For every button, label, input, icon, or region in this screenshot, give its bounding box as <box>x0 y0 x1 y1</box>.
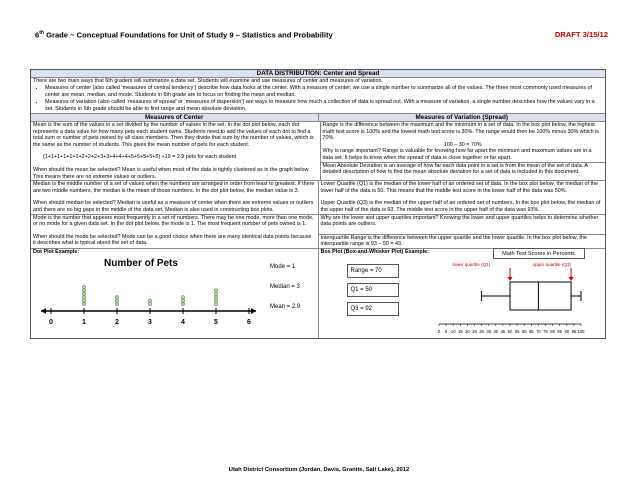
dotplot-dot <box>214 295 217 298</box>
upper-quartile-label: upper quartile (Q3) <box>532 261 572 267</box>
content-table <box>30 69 606 339</box>
q3-result: Q3 = 92 <box>347 302 399 316</box>
dotplot-tick-label: 2 <box>115 318 119 326</box>
boxplot-tick-label: 45 <box>500 328 505 334</box>
median-text: Median is the middle number of a set of values when the numbers are arranged in order from least to greatest. If there are two middle numbers, the median is the mean of those numbers. In the dot plot below, the median value is 3. <box>33 181 315 194</box>
boxplot-tick-label: 40 <box>492 328 498 334</box>
why-quartiles-text: Why are the lower and upper quartiles important? Knowing the lower and upper quartiles helps to determine whether data points are outliers. <box>320 214 599 228</box>
dotplot-dot <box>115 302 118 305</box>
axis-arrow-left <box>41 308 46 314</box>
grade-number: 6 <box>35 30 40 40</box>
dotplot-dot <box>82 288 85 291</box>
range-calc: 100 – 30 = 70% <box>443 141 482 148</box>
boxplot-tick-label: 90 <box>563 328 569 334</box>
boxplot-tick-label: 5 <box>444 328 447 334</box>
mean-cell <box>31 122 321 180</box>
boxplot-tick-label: 70 <box>535 328 541 334</box>
interquartile-box <box>510 282 571 310</box>
footer: Utah District Consortium (Jordan, Davis, Granite, Salt Lake), 2012 <box>228 467 410 473</box>
dotplot-label: Dot Plot Example: <box>33 248 80 255</box>
dotplot-dot <box>82 299 85 302</box>
q1-arrow-head <box>507 277 512 281</box>
boxplot-tick-label: 0 <box>437 328 440 334</box>
intro-bullet-variation: • Measures of variation (also called ‘measures of spread’ or ‘measures of dispersion’) are ways to measure how much a collection of data is spread out. With a measure of variation, a single number describes how the values vary in a set. Students in 6th grade should be able to find range and mean absolute deviation. <box>45 99 603 113</box>
dotplot-title: Number of Pets <box>104 257 178 269</box>
mean-when: When should the mean be selected? Mean is useful when most of the data is tightly clustered as in the graph below. This means there are no extreme values or outliers. <box>33 166 310 180</box>
range-text: Range is the difference between the maximum and the minimum in a set of data. In the box plot below, the highest math test score is 100% and the lowest math test score is 30%. The range would then be 100% minus 30% which is 70%. <box>322 122 599 142</box>
mean-text: Mean is the sum of the values in a set divided by the number of values in the set. In the dot plot below, each dot represents a data value for how many pets each student owns. Students need to add the values of each dot to find a total sum or number of pets owned by all class members. Then they divide that sum by the number of values, which is the same as the number of students. This gives the mean number of pets for each student. <box>33 122 314 148</box>
q3-arrow-head <box>568 277 573 281</box>
boxplot-tick-label: 100 <box>577 328 584 334</box>
median-when: When should median be selected? Median is useful as a measure of center when there are extreme values or outliers and there are no big gaps in the middle of the data set. Median is also used in constructing box plots. <box>33 200 314 213</box>
dotplot-dot <box>181 299 184 302</box>
dotplot-dot <box>214 299 217 302</box>
dotplot-dot <box>214 302 217 305</box>
boxplot-tick-label: 85 <box>556 328 562 334</box>
boxplot-tick-label: 60 <box>521 328 527 334</box>
dotplot-tick-label: 3 <box>148 318 152 326</box>
dotplot-dot <box>82 285 85 288</box>
lower-quartile-label: lower quartile (Q1) <box>452 261 491 267</box>
dotplot-dot <box>214 292 217 295</box>
axis-arrow-right <box>251 308 256 314</box>
dotplot-tick-label: 4 <box>181 318 185 326</box>
dotplot-tick-label: 1 <box>82 318 86 326</box>
boxplot-tick-label: 10 <box>450 328 456 334</box>
dotplot-dot <box>181 295 184 298</box>
dotplot-dot <box>82 302 85 305</box>
row-examples <box>31 248 605 338</box>
boxplot-tick-label: 80 <box>549 328 555 334</box>
dotplot-dot <box>214 288 217 291</box>
boxplot-tick-label: 75 <box>542 328 548 334</box>
mad-text: Mean Absolute Deviation is an average of how far each data point in a set is from the mean of the set of data. A detailed description of how to find the mean absolute deviation for a set of data is included in this document. <box>321 162 606 176</box>
draft-date: DRAFT 3/15/12 <box>554 30 608 39</box>
dotplot-dot <box>82 292 85 295</box>
intro-text: There are two main ways that 6th graders will summarize a data set. Students will examine and use measures of center and measures of variation. <box>33 78 383 84</box>
boxplot-tick-label: 25 <box>471 328 477 334</box>
dotplot-dot <box>115 299 118 302</box>
dotplot-dot <box>115 295 118 298</box>
q1-result: Q1 = 50 <box>347 283 399 297</box>
boxplot-tick-label: 95 <box>571 328 576 334</box>
range-result: Range = 70 <box>347 264 399 278</box>
row-median-quartiles <box>31 180 605 213</box>
dotplot-tick-label: 5 <box>214 318 218 326</box>
boxplot-tick-label: 65 <box>528 328 534 334</box>
quartile-cell <box>319 181 606 213</box>
boxplot-tick-label: 50 <box>507 328 512 334</box>
mean-formula: (1+1+1+1+1+1+2+2+2+3+3+4+4+4+5+5+5+5+5) ÷19 = 2.9 pets for each student <box>43 154 237 161</box>
boxplot-tick-label: 55 <box>514 328 519 334</box>
mode-when: When should the mode be selected? Mode can be a good choice when there are many identical data points because it describes what is typical about the set of data. <box>33 233 312 247</box>
boxplot-tick-label: 20 <box>464 328 470 334</box>
mode-text: Mode is the number that appears most frequently in a set of numbers. There may be one mode, more than one mode, or no mode for a given data set. In the dot plot below, the mode is 1. The most frequent number of pets owned is 1. <box>33 214 314 228</box>
boxplot-cell <box>319 249 606 338</box>
column-headers <box>31 113 605 121</box>
section-banner: DATA DISTRIBUTION: Center and Spread <box>31 70 605 78</box>
dotplot-cell <box>31 249 319 338</box>
dotplot-dot <box>148 302 151 305</box>
row-mode-iqr <box>31 214 605 248</box>
page-header <box>35 30 608 40</box>
dotplot-tick-label: 6 <box>247 318 251 326</box>
range-why: Why is range important? Range is valuable for knowing how far apart the minimum and maximum values are in a data set. It helps to know when the spread of data is close together or far apart. <box>322 148 592 161</box>
lower-quartile-text: Lower Quartile (Q1) is the median of the lower half of an ordered set of data. In the box plot below, the median of the lower half of the data is 50. This means that the middle test score in the lower half of the data was 50%. <box>320 181 598 194</box>
grade-suffix: th <box>39 30 44 36</box>
dotplot-dot <box>82 295 85 298</box>
dotplot-dot <box>181 302 184 305</box>
dotplot-tick-label: 0 <box>49 318 53 326</box>
mode-result: Mode = 1 <box>267 262 317 274</box>
boxplot-tick-label: 35 <box>485 328 491 334</box>
range-cell <box>321 122 606 180</box>
column-header-center: Measures of Center <box>31 114 319 121</box>
dotplot-dot <box>148 299 151 302</box>
intro <box>31 78 605 113</box>
mean-result: Mean = 2.9 <box>267 302 317 314</box>
median-result: Median = 3 <box>267 282 317 294</box>
column-header-variation: Measures of Variation (Spread) <box>415 114 508 121</box>
iqr-cell <box>319 215 606 248</box>
median-cell <box>31 181 319 213</box>
boxplot-title: Math Test Scores in Percents <box>493 248 585 259</box>
iqr-text: Interquartile Range is the difference between the upper quartile and the lower quartile. In the box plot below, the interquartile range is 93 – 50 = 43. <box>319 234 606 248</box>
intro-bullet-center: • Measures of center (also called ‘measures of central tendency’) describe how data looks at the center. With a measure of center, we use a single number to summarize all of the values. The three most commonly used measures of center are mean, median, and mode. Students in 6th grade are to focus on finding the mean and median. <box>45 85 603 99</box>
boxplot-label: Box Plot (Box-and-Whisker Plot) Example: <box>320 248 429 255</box>
boxplot-tick-label: 15 <box>457 328 463 334</box>
mode-cell <box>31 215 319 248</box>
page-title: Grade ~ Conceptual Foundations for Unit of Study 9 – Statistics and Probability <box>43 30 333 40</box>
upper-quartile-text: Upper Quartile (Q3) is the median of the upper half of an ordered set of numbers. In the box plot below, the median of the upper half of the data is 93. The middle test score in the upper half of the data was 93%. <box>320 200 601 213</box>
boxplot-tick-label: 30 <box>478 328 484 334</box>
row-mean-range <box>31 121 605 180</box>
